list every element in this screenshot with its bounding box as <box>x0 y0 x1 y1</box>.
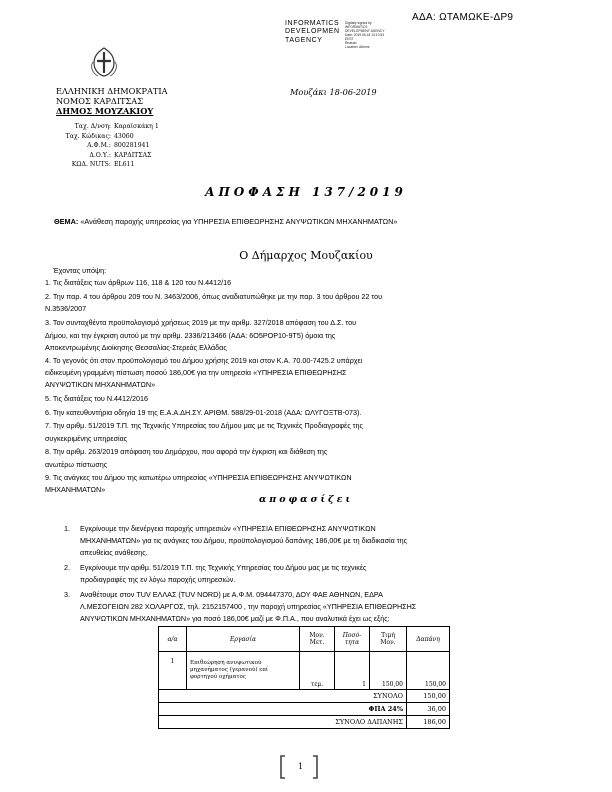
header-republic: ΕΛΛΗΝΙΚΗ ΔΗΜΟΚΡΑΤΙΑ <box>56 86 168 96</box>
header-prefecture: ΝΟΜΟΣ ΚΑΡΔΙΤΣΑΣ <box>56 96 144 107</box>
field-key: Α.Φ.Μ.: <box>87 142 111 149</box>
decision-line: ΑΝΥΨΩΤΙΚΩΝ ΜΗΧΑΝΗΜΑΤΩΝ» για ποσό 186,00€ μαζί με Φ.Π.Α., που αναλυτικά έχει ως εξής: <box>80 614 390 623</box>
subject-label: ΘΕΜΑ: <box>54 217 79 226</box>
consideration-line: 4. Το γεγονός ότι στον προϋπολογισμό του Δήμου χρήσης 2019 και στον Κ.Α. 70.00-7425.2 υπάρχει <box>45 356 363 365</box>
consideration-line: Αποκεντρωμένης Διοίκησης Θεσσαλίας-Στερεάς Ελλάδας <box>45 343 227 352</box>
consideration-line: ειδικευμένη γραμμένη πίστωση ποσού 186,00€ για την υπηρεσία «ΥΠΗΡΕΣΙΑ ΕΠΙΘΕΩΡΗΣΗΣ <box>45 368 347 377</box>
subject-text: «Ανάθεση παροχής υπηρεσίας για ΥΠΗΡΕΣΙΑ ΕΠΙΘΕΩΡΗΣΗΣ ΑΝΥΨΩΤΙΚΩΝ ΜΗΧΑΝΗΜΑΤΩΝ» <box>78 217 398 226</box>
decision-line: Λ.ΜΕΣΟΓΕΙΩΝ 282 ΧΟΛΑΡΓΟΣ, τηλ. 2152157400 , την παροχή υπηρεσίας «ΥΠΗΡΕΣΙΑ ΕΠΙΘΕΩΡΗΣΗΣ <box>80 602 417 611</box>
mayor-heading: Ο Δήμαρχος Μουζακίου <box>239 249 373 262</box>
field-key: Ταχ. Δ/νση: <box>74 123 111 130</box>
consideration-line: ανωτέρω πίστωσης <box>45 460 108 469</box>
decision-line: απευθείας ανάθεσης. <box>80 548 148 557</box>
table-header: Ποσό-τητα <box>335 627 370 652</box>
consideration-line: Ν.3536/2007 <box>45 304 87 313</box>
consideration-line: συγκεκριμένης υπηρεσίας <box>45 434 128 443</box>
decision-number: 3. <box>64 590 70 599</box>
consideration-line: 2. Την παρ. 4 του άρθρου 209 του Ν. 3463/2006, όπως αναδιατυπώθηκε με την παρ. 3 του άρθρου 22 του <box>45 292 383 301</box>
table-cell: 1 <box>335 652 370 690</box>
header-block <box>56 86 168 117</box>
field-value: ΚΑΡΔΙΤΣΑΣ <box>114 151 152 159</box>
table-cell: Επιθεώρηση ανυψωτικού μηχανήματος (γερανού) επί φορτηγού οχήματος <box>187 652 300 690</box>
field-key: Ταχ. Κώδικας: <box>65 132 111 140</box>
decision-line: ΜΗΧΑΝΗΜΑΤΩΝ» για τις ανάγκες του Δήμου, προϋπολογισμού δαπάνης 186,00€ με τη διαδικασία της <box>80 536 408 545</box>
decision-title: ΑΠΟΦΑΣΗ 137/2019 <box>205 185 407 199</box>
consideration-line: 5. Τις διατάξεις του Ν.4412/2016 <box>45 394 148 403</box>
decides-heading: αποφασίζει <box>258 494 354 505</box>
decision-line: Εγκρίνουμε την διενέργεια παροχής υπηρεσιών «ΥΠΗΡΕΣΙΑ ΕΠΙΘΕΩΡΗΣΗΣ ΑΝΥΨΩΤΙΚΩΝ <box>80 524 376 533</box>
table-total-row <box>159 690 450 703</box>
decision-number: 2. <box>64 563 70 572</box>
signature-agency-text: INFORMATICS DEVELOPMEN TAGENCY <box>285 20 340 44</box>
total-value: 36,00 <box>407 703 450 716</box>
consideration-line: 7. Την αριθμ. 51/2019 Τ.Π. της Τεχνικής Υπηρεσίας του Δήμου μας με τις Τεχνικές Προδιαγραφές της <box>45 421 363 430</box>
consideration-line: 1. Τις διατάξεις των άρθρων 116, 118 & 120 του Ν.4412/16 <box>45 278 232 287</box>
total-label: ΣΥΝΟΛΟ <box>159 690 407 703</box>
decision-number: 1. <box>64 524 70 533</box>
table-header: Εργασία <box>187 627 300 652</box>
field-value: 800281941 <box>114 142 150 149</box>
cost-table <box>158 626 450 729</box>
field-key: Δ.Ο.Υ.: <box>89 151 111 159</box>
total-label: ΦΠΑ 24% <box>159 703 407 716</box>
consideration-line: 9. Τις ανάγκες του Δήμου της κατωτέρω υπηρεσίας «ΥΠΗΡΕΣΙΑ ΕΠΙΘΕΩΡΗΣΗΣ ΑΝΥΨΩΤΙΚΩΝ <box>45 473 352 482</box>
document-date: Μουζάκι 18-06-2019 <box>290 87 377 97</box>
table-header: Μον. Μετ. <box>300 627 335 652</box>
consideration-line: ΜΗΧΑΝΗΜΑΤΩΝ» <box>45 485 106 494</box>
page-number: 1 <box>298 762 304 771</box>
contact-fields <box>56 123 236 171</box>
signature-details: Digitally signed by INFORMATICS DEVELOPMENT AGENCY Date: 2019.06.18 13:10:53 EEST Reason: Location: Athens <box>345 21 385 49</box>
decision-line: προδιαγραφές της εν λόγω παροχής υπηρεσιών. <box>80 575 236 584</box>
table-header: α/α <box>159 627 187 652</box>
consideration-line: ΑΝΥΨΩΤΙΚΩΝ ΜΗΧΑΝΗΜΑΤΩΝ» <box>45 380 156 389</box>
table-cell: 1 <box>159 652 187 690</box>
field-key: ΚΩΔ. NUTS: <box>71 161 111 168</box>
table-total-row <box>159 703 450 716</box>
ada-code: ΑΔΑ: ΩΤΑΜΩΚΕ-ΔΡ9 <box>412 12 514 23</box>
total-label: ΣΥΝΟΛΟ ΔΑΠΑΝΗΣ <box>159 716 407 729</box>
table-header: Δαπάνη <box>407 627 450 652</box>
field-value: EL611 <box>114 161 135 168</box>
total-value: 150,00 <box>407 690 450 703</box>
table-header: Τιμή Μον. <box>370 627 407 652</box>
decision-line: Αναθέτουμε στον TUV ΕΛΛΑΣ (TUV NORD) με Α.Φ.Μ. 094447370, ΔΟΥ ΦΑΕ ΑΘΗΝΩΝ, ΕΔΡΑ <box>80 590 383 599</box>
header-municipality: ΔΗΜΟΣ ΜΟΥΖΑΚΙΟΥ <box>56 106 154 117</box>
table-cell: 150,00 <box>370 652 407 690</box>
consideration-line: 3. Τον συνταχθέντα προϋπολογισμό χρήσεως 2019 με την αριθμ. 327/2018 απόφαση του Δ.Σ. του <box>45 318 357 327</box>
digital-signature-logo <box>285 20 445 60</box>
decision-line: Εγκρίνουμε την αριθμ. 51/2019 Τ.Π. της Τεχνικής Υπηρεσίας του Δήμου μας με τις τεχνικές <box>80 563 367 572</box>
consideration-line: 8. Την αριθμ. 263/2019 απόφαση του Δημάρχου, που αφορά την έγκριση και διάθεση της <box>45 447 328 456</box>
field-value: 43060 <box>114 132 134 140</box>
table-cell: 150,00 <box>407 652 450 690</box>
table-row <box>159 652 450 690</box>
subject-line <box>54 217 397 226</box>
table-total-row <box>159 716 450 729</box>
table-header-row <box>159 627 450 652</box>
greek-emblem-icon <box>90 46 118 78</box>
considerations-intro: Έχοντας υπόψη: <box>53 266 107 275</box>
consideration-line: Δήμου, και την έγκριση αυτού με την αριθμ. 2336/213466 (ΑΔΑ: 6Ο5ΡΟΡ10-9Τ5) όμοια της <box>45 331 336 340</box>
total-value: 186,00 <box>407 716 450 729</box>
field-value: Καραϊσκάκη 1 <box>114 123 159 130</box>
consideration-line: 6. Την κατευθυντήρια οδηγία 19 της Ε.Α.Α.ΔΗ.ΣΥ. ΑΡΙΘΜ. 588/29-01-2018 (ΑΔΑ: ΩΛΥΓΟΞΤΒ-073). <box>45 408 362 417</box>
table-cell: τεμ. <box>300 652 335 690</box>
